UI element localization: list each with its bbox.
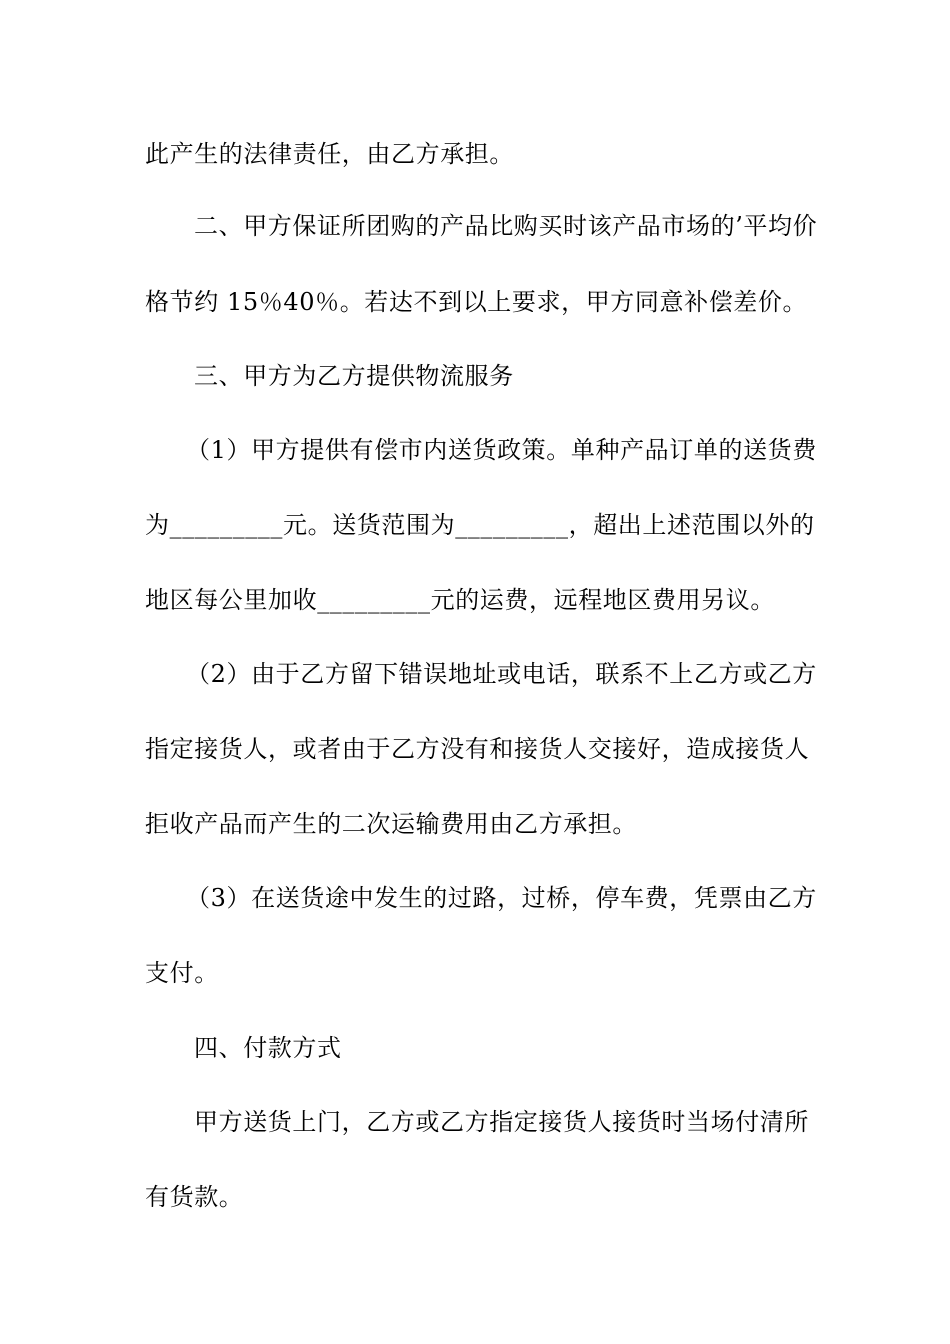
clause-1: （1）甲方提供有偿市内送货政策。单种产品订单的送货费 <box>186 436 817 464</box>
text-line: 有货款。 <box>145 1183 244 1211</box>
text-line: 甲方送货上门，乙方或乙方指定接货人接货时当场付清所 <box>194 1108 809 1136</box>
text-line: 为_________元。送货范围为_________，超出上述范围以外的 <box>145 511 815 539</box>
clause-3: （3）在送货途中发生的过路，过桥，停车费，凭票由乙方 <box>186 884 817 912</box>
text-line: 指定接货人，或者由于乙方没有和接货人交接好，造成接货人 <box>145 735 810 763</box>
section-heading-4: 四、付款方式 <box>194 1034 342 1062</box>
clause-2: （2）由于乙方留下错误地址或电话，联系不上乙方或乙方 <box>186 660 817 688</box>
section-heading-2: 二、甲方保证所团购的产品比购买时该产品市场的’平均价 <box>194 212 818 240</box>
text-line: 拒收产品而产生的二次运输费用由乙方承担。 <box>145 810 637 838</box>
section-heading-3: 三、甲方为乙方提供物流服务 <box>194 362 514 390</box>
text-line: 格节约 15％40％。若达不到以上要求，甲方同意补偿差价。 <box>145 288 808 316</box>
text-line: 此产生的法律责任，由乙方承担。 <box>145 140 514 168</box>
text-line: 地区每公里加收_________元的运费，远程地区费用另议。 <box>145 586 775 614</box>
text-line: 支付。 <box>145 959 219 987</box>
